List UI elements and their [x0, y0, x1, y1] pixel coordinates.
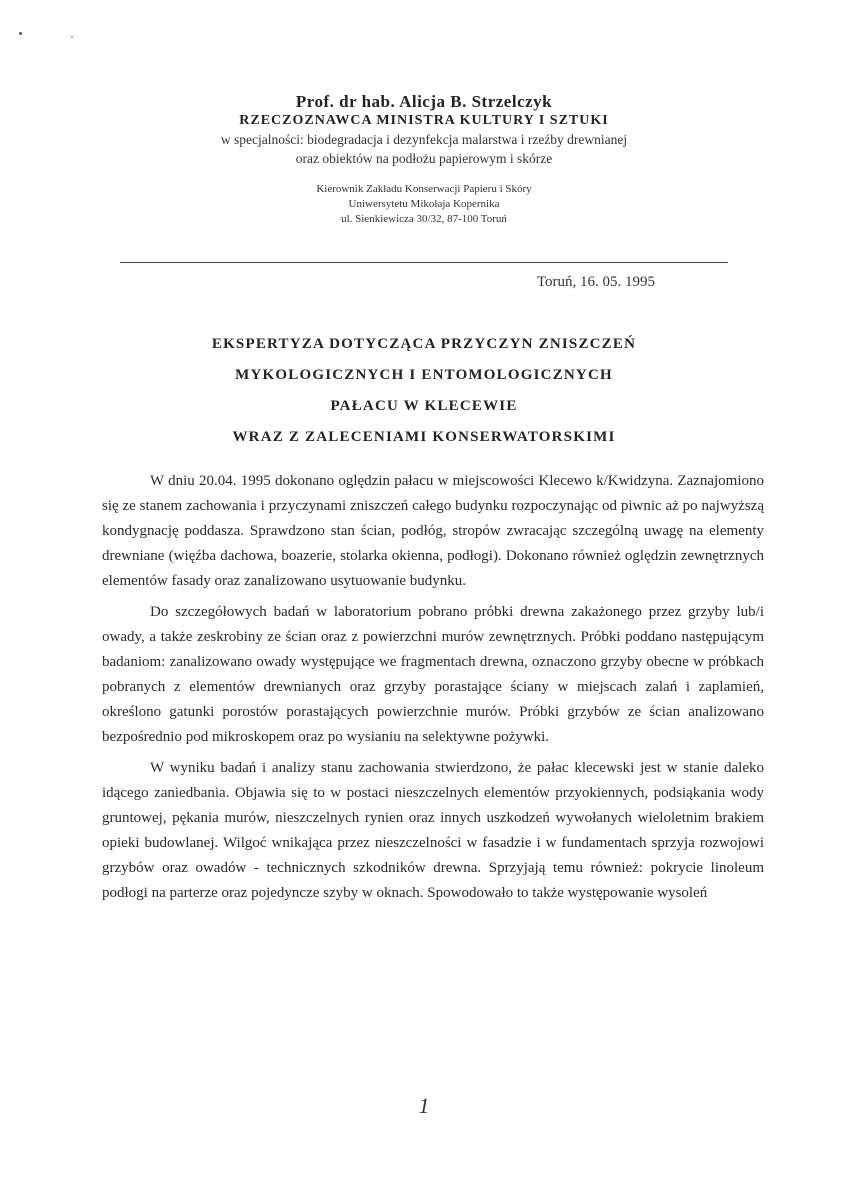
letterhead [0, 92, 848, 227]
author-name: Prof. dr hab. Alicja B. Strzelczyk [295, 92, 553, 111]
title-line: EKSPERTYZA DOTYCZĄCA PRZYCZYN ZNISZCZEŃ [211, 336, 637, 352]
specialty-line: oraz obiektów na podłożu papierowym i skórze [295, 151, 553, 166]
institution-line: Kierownik Zakładu Konserwacji Papieru i Skóry [316, 183, 532, 195]
institution-block [0, 182, 848, 227]
document-body [102, 469, 764, 912]
scan-speck [19, 32, 22, 35]
header-divider [120, 262, 728, 263]
institution-line: ul. Sienkiewicza 30/32, 87-100 Toruń [341, 213, 507, 225]
author-role: RZECZOZNAWCA MINISTRA KULTURY I SZTUKI [239, 113, 609, 128]
scan-speck [71, 36, 73, 38]
document-date: Toruń, 16. 05. 1995 [536, 274, 655, 290]
specialty-line: w specjalności: biodegradacja i dezynfekcja malarstwa i rzeźby drewnianej [220, 132, 628, 147]
body-paragraph: W wyniku badań i analizy stanu zachowania stwierdzono, że pałac klecewski jest w stanie daleko idącego zaniedbania. Objawia się to w postaci nieszczelnych elementów przyokiennych, podsiąkania wody gruntowej, pękania murów, nieszczelnych rynien oraz innych uszkodzeń wywołanych wieloletnim brakiem opieki budowlanej. Wilgoć wnikająca przez nieszczelności w fasadzie i w fundamentach sprzyja rozwojowi grzybów oraz owadów - technicznych szkodników drewna. Sprzyjają temu również: pokrycie linoleum podłogi na parterze oraz pojedyncze szyby w oknach. Spowodowało to także występowanie wysoleń [102, 760, 764, 901]
title-line: PAŁACU W KLECEWIE [330, 398, 518, 414]
body-paragraph: W dniu 20.04. 1995 dokonano oględzin pałacu w miejscowości Klecewo k/Kwidzyna. Zaznajomiono się ze stanem zachowania i przyczynami zniszczeń całego budynku rozpoczynając od piwnic aż po najwyższą kondygnację poddasza. Sprawdzono stan ścian, podłóg, stropów zwracając szczególną uwagę na elementy drewniane (więźba dachowa, boazerie, stolarka okienna, podłogi). Dokonano również oględzin zewnętrznych elementów fasady oraz zanalizowano usytuowanie budynku. [102, 473, 764, 589]
page-number: 1 [418, 1093, 430, 1118]
title-line: WRAZ Z ZALECENIAMI KONSERWATORSKIMI [232, 429, 616, 445]
body-paragraph: Do szczegółowych badań w laboratorium pobrano próbki drewna zakażonego przez grzyby lub/i owady, a także zeskrobiny ze ścian oraz z powierzchni murów zewnętrznych. Próbki poddano następującym badaniom: zanalizowano owady występujące we fragmentach drewna, oznaczono grzyby obecne w próbkach pobranych z elementów drewnianych oraz grzyby porastające ściany w miejscach zalań i zaplamień, określono gatunki porostów porastających powierzchnie murów. Próbki grzybów ze ścian analizowano bezpośrednio pod mikroskopem oraz po wysianiu na selektywne pożywki. [102, 604, 764, 745]
title-line: MYKOLOGICZNYCH I ENTOMOLOGICZNYCH [235, 367, 613, 383]
institution-line: Uniwersytetu Mikołaja Kopernika [348, 198, 500, 210]
document-title [0, 329, 848, 453]
